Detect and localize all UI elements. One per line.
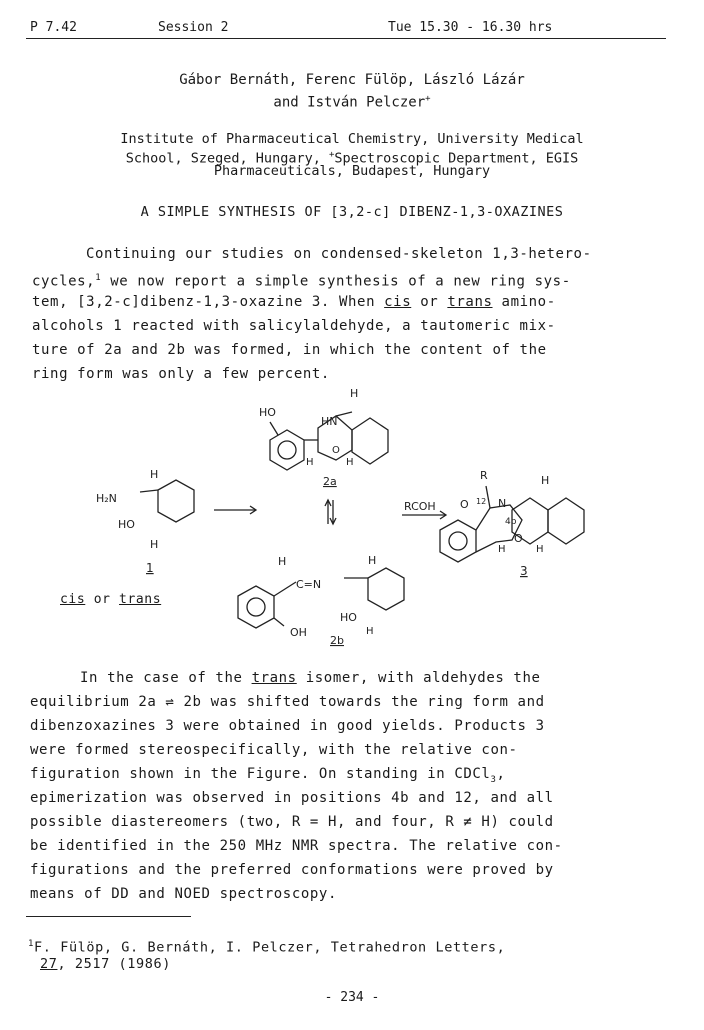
atom-n-3: N — [498, 497, 507, 510]
para2-line-2: equilibrium 2a ⇌ 2b was shifted towards the ring form and — [30, 694, 545, 710]
atom-h-imine-2b: H — [278, 555, 287, 568]
label-2a: 2a — [323, 475, 337, 488]
atom-o-2a: O — [332, 445, 340, 456]
para2-line-8: be identified in the 250 MHz NMR spectra. The relative con- — [30, 838, 563, 854]
atom-h-top-2a: H — [350, 387, 359, 400]
label-3: 3 — [520, 564, 528, 578]
footnote-line-2: 27, 2517 (1986) — [40, 956, 171, 972]
atom-ho-1: HO — [118, 518, 135, 531]
affiliation-line-1: Institute of Pharmaceutical Chemistry, University Medical — [120, 131, 584, 147]
abstract-title: A SIMPLE SYNTHESIS OF [3,2-c] DIBENZ-1,3-OXAZINES — [140, 204, 564, 220]
para1-line-4: alcohols 1 reacted with salicylaldehyde, a tautomeric mix- — [32, 318, 556, 334]
footnote-line-1: $^1$F. Fülöp, G. Bernáth, I. Pelczer, Tetrahedron Letters, — [28, 939, 506, 956]
para1-line-2: cycles,$^1$ we now report a simple synthesis of a new ring sys- — [32, 273, 571, 290]
atom-h-top-2b: H — [368, 554, 377, 567]
para2-line-10: means of DD and NOED spectroscopy. — [30, 886, 337, 902]
para2-line-9: figurations and the preferred conformations were proved by — [30, 862, 554, 878]
para1-line-6: ring form was only a few percent. — [32, 366, 330, 382]
para1-line-3: tem, [3,2-c]dibenz-1,3-oxazine 3. When cis or trans amino- — [32, 294, 556, 310]
para2-line-5: figuration shown in the Figure. On standing in CDCl$_3$, — [30, 766, 506, 785]
authors-line-1: Gábor Bernáth, Ferenc Fülöp, László Lázár — [179, 72, 525, 88]
session-time: Tue 15.30 - 16.30 hrs — [388, 20, 553, 35]
atom-h-bottom-2b: H — [366, 626, 374, 637]
atom-h-top-1: H — [150, 468, 159, 481]
atom-r-3: R — [480, 469, 488, 482]
cis-or-trans-caption: cis or trans — [60, 592, 162, 607]
atom-h-bottom-1: H — [150, 538, 159, 551]
atom-h-left-3: H — [498, 544, 506, 555]
label-1: 1 — [146, 561, 154, 575]
authors-line-2: and István Pelczer+ — [273, 94, 431, 111]
position-4b: 4b — [505, 517, 517, 527]
reagent-label: RCOH — [404, 500, 436, 513]
atom-cn-2b: C=N — [296, 578, 322, 591]
atom-o-right-3: O — [514, 532, 523, 545]
abstract-code: P 7.42 — [30, 20, 77, 35]
atom-ho-2a: HO — [259, 406, 276, 419]
atom-oh-2b: OH — [290, 626, 307, 639]
atom-h-right-3: H — [536, 544, 544, 555]
para2-line-4: were formed stereospecifically, with the relative con- — [30, 742, 518, 758]
session-label: Session 2 — [158, 20, 229, 35]
atom-h2n-1: H₂N — [96, 492, 117, 505]
atom-o-left-3: O — [460, 498, 469, 511]
benzene-ring-2b — [238, 586, 274, 628]
header-rule — [26, 38, 666, 39]
atom-ho-2b: HO — [340, 611, 357, 624]
affiliation-line-2: School, Szeged, Hungary, +Spectroscopic Department, EGIS — [125, 150, 579, 167]
label-2b: 2b — [330, 634, 344, 647]
page-number: - 234 - — [324, 990, 380, 1005]
para1-line-1: Continuing our studies on condensed-skeleton 1,3-hetero- — [86, 246, 592, 262]
atom-h-top-3: H — [541, 474, 550, 487]
para1-line-5: ture of 2a and 2b was formed, in which the content of the — [32, 342, 547, 358]
para2-line-7: possible diastereomers (two, R = H, and four, R ≠ H) could — [30, 814, 554, 830]
benzene-ring-3 — [440, 520, 476, 562]
position-12: 12 — [476, 497, 487, 506]
affiliation-line-3: Pharmaceuticals, Budapest, Hungary — [213, 163, 491, 179]
atom-h-left-2a: H — [306, 457, 314, 468]
footnote-rule — [26, 916, 191, 917]
benzene-ring-2a — [270, 430, 304, 470]
atom-hn-2a: HN — [321, 415, 338, 428]
para2-line-3: dibenzoxazines 3 were obtained in good yields. Products 3 — [30, 718, 545, 734]
para2-line-6: epimerization was observed in positions 4b and 12, and all — [30, 790, 554, 806]
para2-line-1: In the case of the trans isomer, with aldehydes the — [80, 670, 541, 686]
atom-h-right-2a: H — [346, 457, 354, 468]
